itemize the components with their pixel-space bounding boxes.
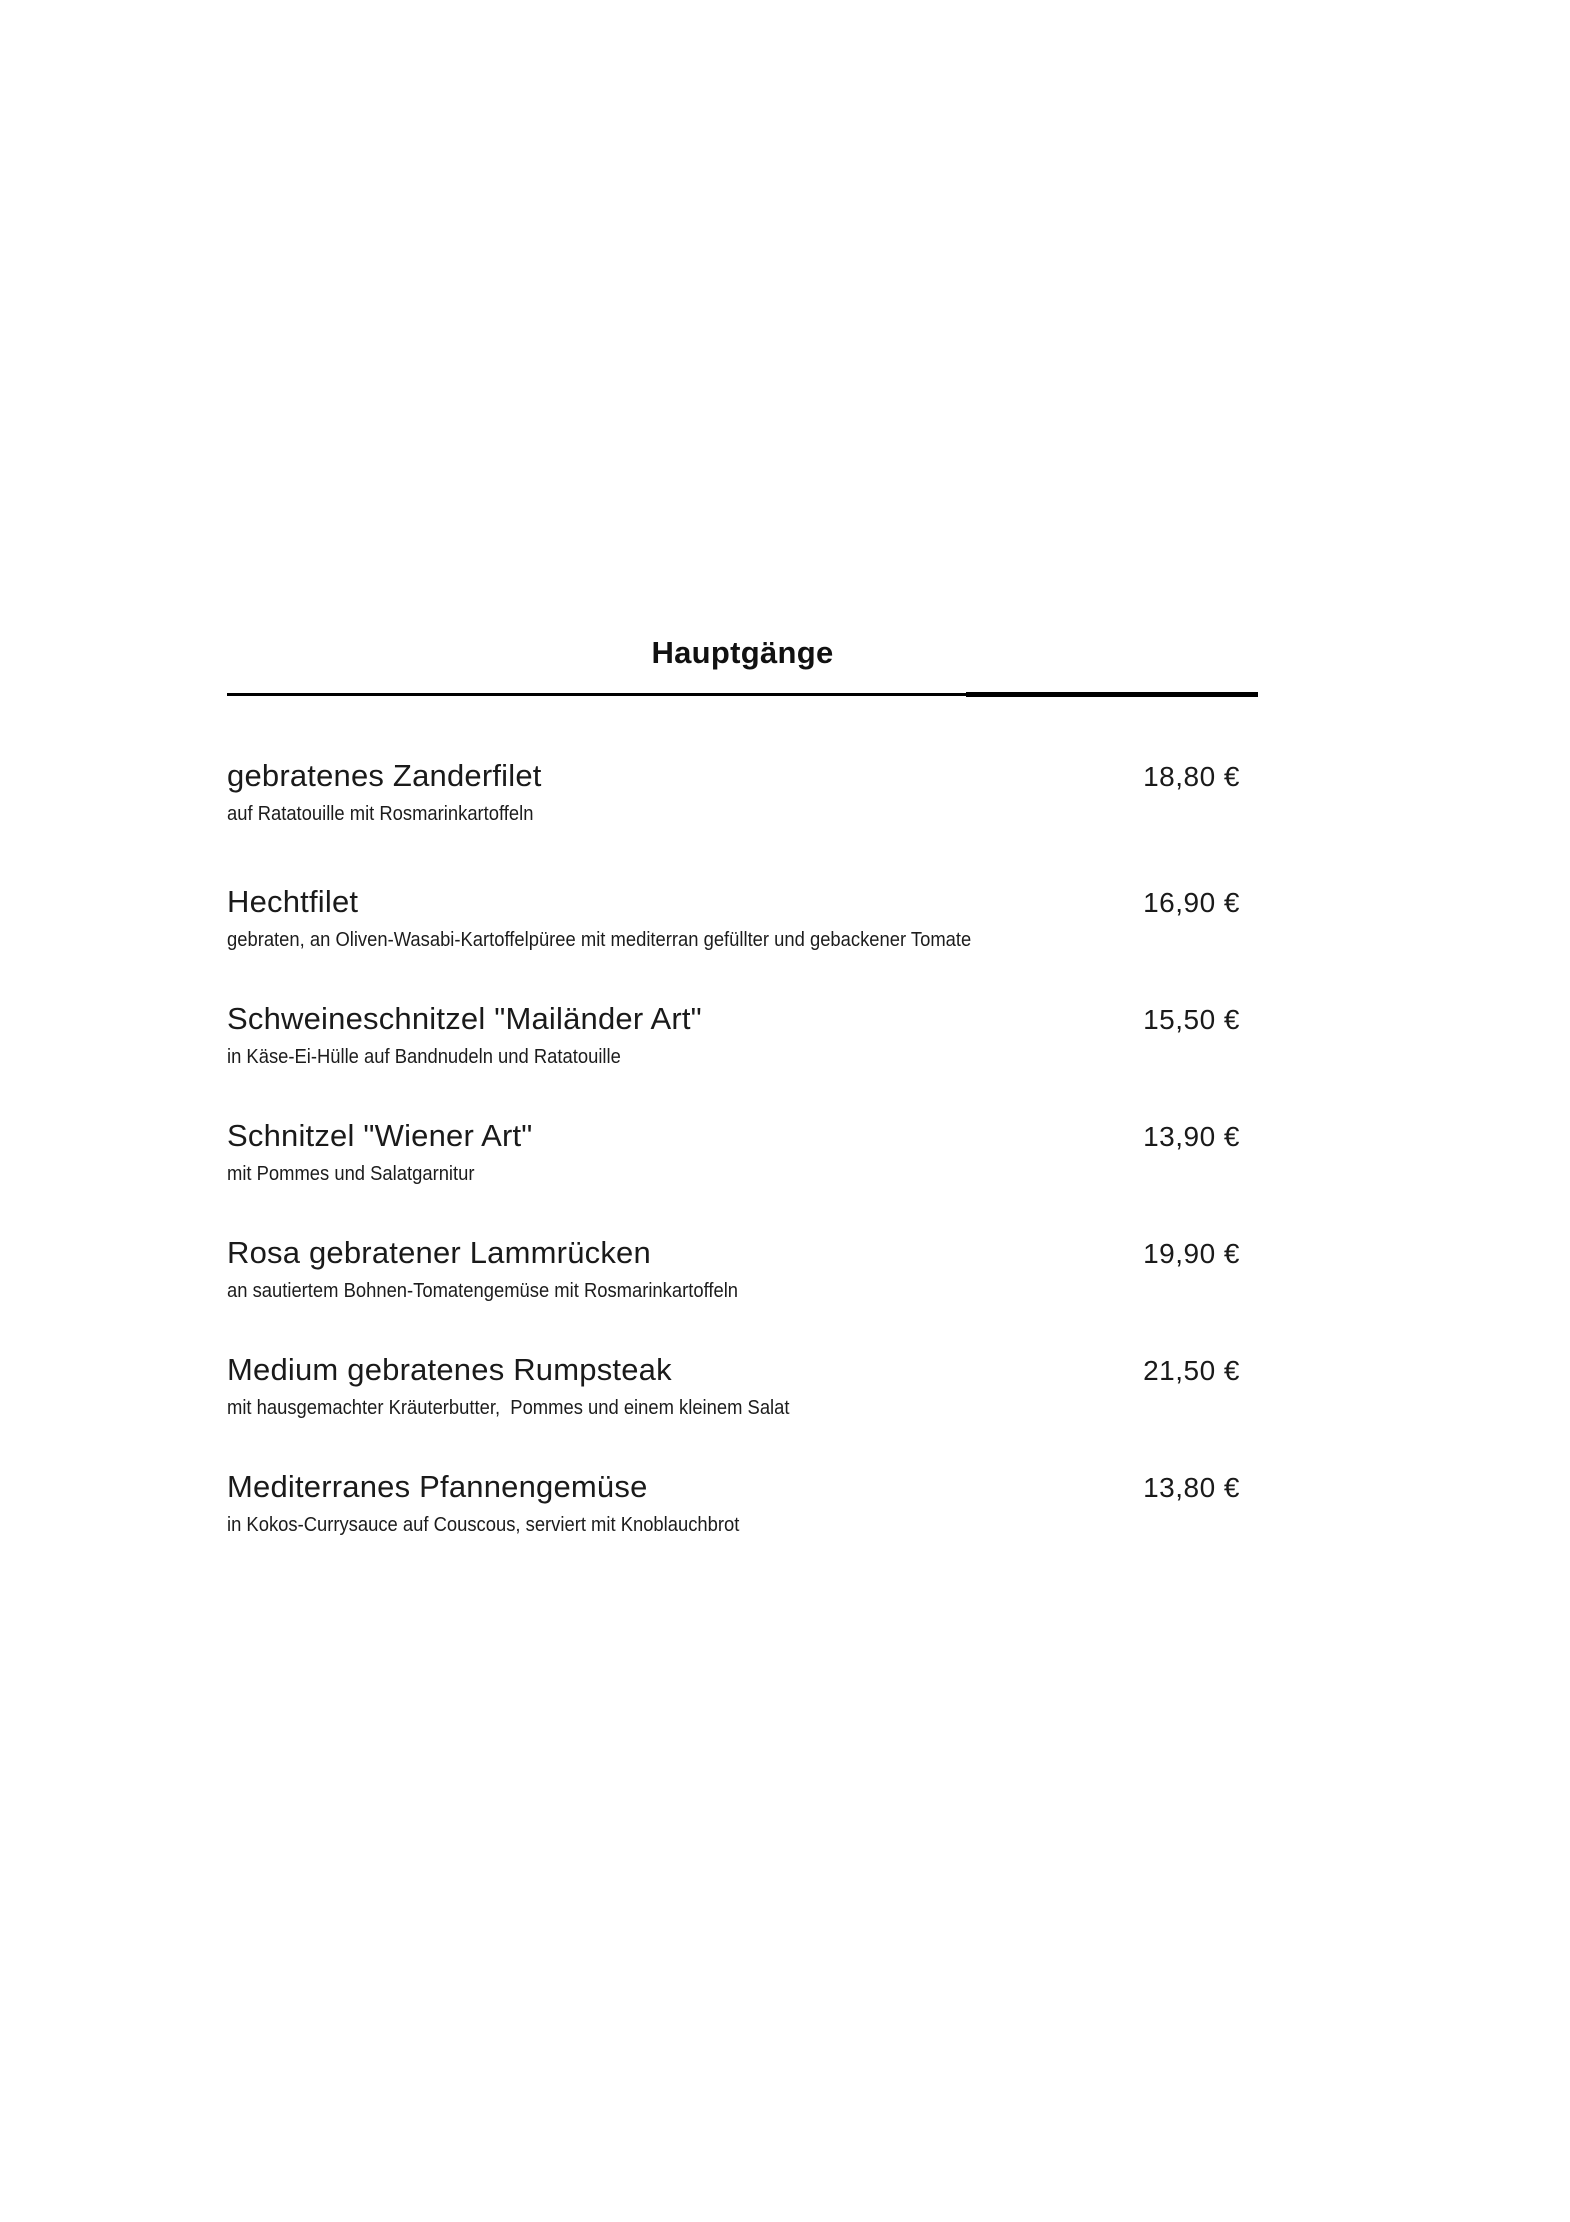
dish-price: 13,80 €	[1143, 1472, 1240, 1503]
dish-price: 18,80 €	[1143, 761, 1240, 792]
dish-description: gebraten, an Oliven-Wasabi-Kartoffelpüree mit mediterran gefüllter und gebackener Tomate	[227, 929, 972, 951]
dish-price: 19,90 €	[1143, 1238, 1240, 1269]
menu-item-row	[227, 884, 1258, 921]
menu-item-row	[227, 1235, 1258, 1272]
divider-thick-segment	[966, 692, 1258, 697]
dish-description: in Käse-Ei-Hülle auf Bandnudeln und Ratatouille	[227, 1046, 621, 1068]
menu-item	[227, 1118, 1258, 1186]
menu-item-row	[227, 1469, 1258, 1506]
menu-item	[227, 1352, 1258, 1420]
dish-description: auf Ratatouille mit Rosmarinkartoffeln	[227, 803, 534, 825]
dish-description: mit Pommes und Salatgarnitur	[227, 1163, 475, 1185]
menu-item-row	[227, 1001, 1258, 1038]
dish-name: Schweineschnitzel "Mailänder Art"	[227, 1001, 702, 1036]
dish-description: mit hausgemachter Kräuterbutter, Pommes und einem kleinem Salat	[227, 1397, 790, 1419]
menu-item	[227, 1001, 1258, 1069]
dish-name: Mediterranes Pfannengemüse	[227, 1469, 648, 1504]
menu-item-row	[227, 1118, 1258, 1155]
menu-item-row	[227, 1352, 1258, 1389]
menu-item	[227, 1469, 1258, 1537]
title-divider	[227, 692, 1258, 697]
dish-name: Medium gebratenes Rumpsteak	[227, 1352, 672, 1387]
dish-price: 13,90 €	[1143, 1121, 1240, 1152]
dish-price: 21,50 €	[1143, 1355, 1240, 1386]
dish-price: 16,90 €	[1143, 887, 1240, 918]
dish-name: Rosa gebratener Lammrücken	[227, 1235, 651, 1270]
divider-thin-segment	[227, 693, 967, 696]
menu-item	[227, 1235, 1258, 1303]
dish-price: 15,50 €	[1143, 1004, 1240, 1035]
dish-name: Hechtfilet	[227, 884, 359, 919]
dish-name: gebratenes Zanderfilet	[227, 758, 542, 793]
menu-item-row	[227, 758, 1258, 795]
menu-item-list	[227, 758, 1258, 1537]
menu-section	[227, 634, 1258, 1537]
dish-description: in Kokos-Currysauce auf Couscous, serviert mit Knoblauchbrot	[227, 1514, 740, 1536]
menu-item	[227, 758, 1258, 826]
page-title: Hauptgänge	[651, 635, 834, 670]
menu-item	[227, 884, 1258, 952]
dish-name: Schnitzel "Wiener Art"	[227, 1118, 533, 1153]
dish-description: an sautiertem Bohnen-Tomatengemüse mit Rosmarinkartoffeln	[227, 1280, 739, 1302]
